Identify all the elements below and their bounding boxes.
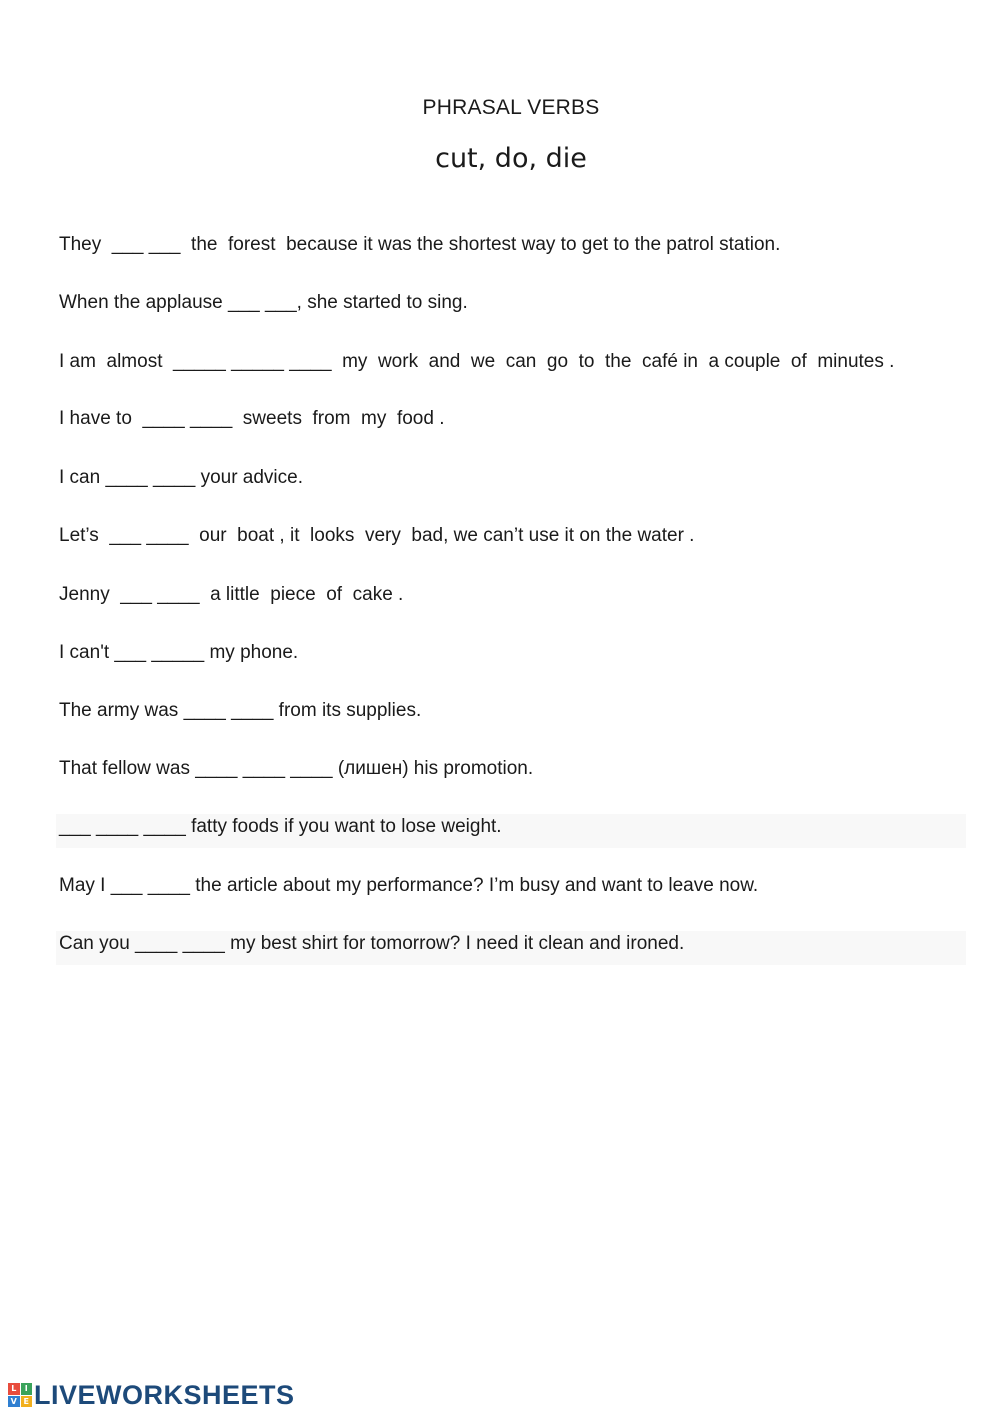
sentence-13: Can you ____ ____ my best shirt for tomorrow? I need it clean and ironed. xyxy=(59,933,685,954)
sentence-10: That fellow was ____ ____ ____ (лишен) his promotion. xyxy=(59,758,534,779)
logo-mark-letter: I xyxy=(21,1383,33,1395)
logo-text: LIVEWORKSHEETS xyxy=(34,1380,295,1410)
sentence-12: May I ___ ____ the article about my performance? I’m busy and want to leave now. xyxy=(59,875,759,896)
sentence-6: Let’s ___ ____ our boat , it looks very bad, we can’t use it on the water . xyxy=(59,525,695,546)
logo-mark-icon xyxy=(8,1383,32,1407)
logo-mark-letter: L xyxy=(8,1383,20,1395)
page-title: PHRASAL VERBS xyxy=(422,96,600,119)
page-subtitle: cut, do, die xyxy=(435,143,587,174)
sentence-1: They ___ ___ the forest because it was the shortest way to get to the patrol station. xyxy=(59,234,781,255)
logo-mark-letter: V xyxy=(8,1396,20,1408)
sentence-3: I am almost _____ _____ ____ my work and we can go to the café in a couple of minutes . xyxy=(59,351,895,372)
liveworksheets-logo xyxy=(8,1380,295,1410)
sentence-4: I have to ____ ____ sweets from my food . xyxy=(59,408,445,429)
sentence-7: Jenny ___ ____ a little piece of cake . xyxy=(59,584,404,605)
sentence-2: When the applause ___ ___, she started to sing. xyxy=(59,292,468,313)
sentence-9: The army was ____ ____ from its supplies. xyxy=(59,700,422,721)
sentence-5: I can ____ ____ your advice. xyxy=(59,467,304,488)
sentence-8: I can't ___ _____ my phone. xyxy=(59,642,299,663)
sentence-11: ___ ____ ____ fatty foods if you want to lose weight. xyxy=(59,816,502,837)
logo-mark-letter: E xyxy=(21,1396,33,1408)
